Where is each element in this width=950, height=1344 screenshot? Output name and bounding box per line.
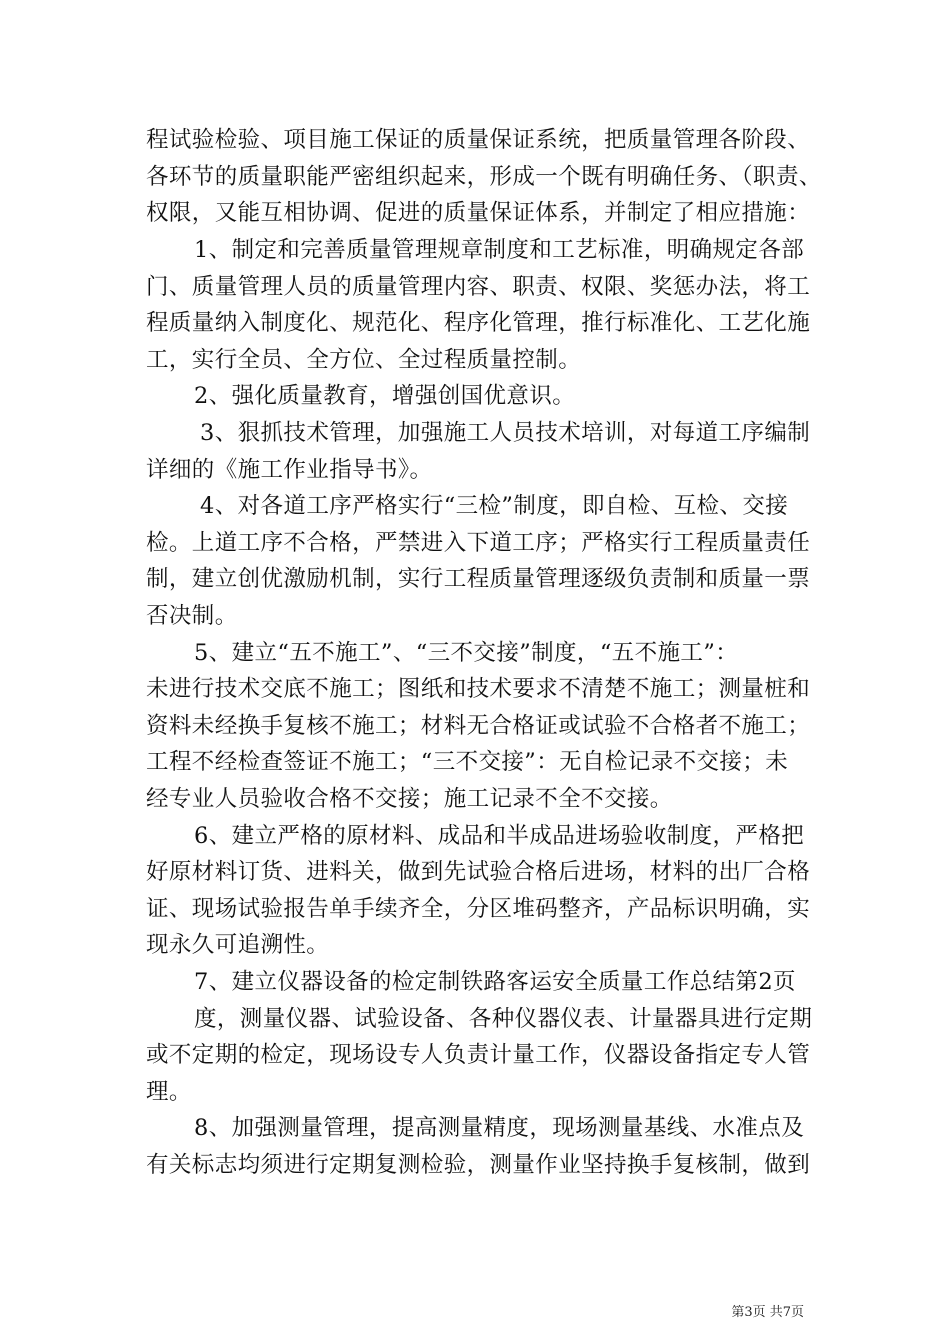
- text-line: 未进行技术交底不施工；图纸和技术要求不清楚不施工；测量桩和: [146, 676, 811, 702]
- text-line: 2、强化质量教育，增强创国优意识。: [194, 383, 576, 409]
- text-line: 检。上道工序不合格，严禁进入下道工序；严格实行工程质量责任: [146, 530, 811, 556]
- text-line: 8、加强测量管理，提高测量精度，现场测量基线、水准点及: [194, 1115, 805, 1141]
- text-line: 各环节的质量职能严密组织起来，形成一个既有明确任务、（职责、: [146, 164, 822, 190]
- text-line: 资料未经换手复核不施工；材料无合格证或试验不合格者不施工；: [146, 713, 811, 739]
- page-number: 第3页 共7页: [731, 1305, 804, 1320]
- text-line: 7、建立仪器设备的检定制铁路客运安全质量工作总结第2页: [194, 969, 796, 995]
- text-line: 6、建立严格的原材料、成品和半成品进场验收制度，严格把: [194, 823, 805, 849]
- text-line: 程试验检验、项目施工保证的质量保证系统，把质量管理各阶段、: [146, 127, 811, 153]
- text-line: 工程不经检查签证不施工；“三不交接”：无自检记录不交接；未: [146, 749, 789, 775]
- text-line: 详细的《施工作业指导书》。: [146, 457, 433, 483]
- text-line: 度，测量仪器、试验设备、各种仪器仪表、计量器具进行定期: [194, 1006, 813, 1032]
- text-line: 否决制。: [146, 603, 238, 629]
- text-line: 或不定期的检定，现场设专人负责计量工作，仪器设备指定专人管: [146, 1042, 811, 1068]
- text-line: 3、狠抓技术管理，加强施工人员技术培训，对每道工序编制: [200, 420, 811, 446]
- text-line: 工，实行全员、全方位、全过程质量控制。: [146, 347, 582, 373]
- text-line: 有关标志均须进行定期复测检验，测量作业坚持换手复核制，做到: [146, 1152, 811, 1178]
- text-line: 现永久可追溯性。: [146, 932, 330, 958]
- text-line: 理。: [146, 1079, 192, 1105]
- text-line: 程质量纳入制度化、规范化、程序化管理，推行标准化、工艺化施: [146, 310, 811, 336]
- text-line: 5、建立“五不施工”、“三不交接”制度，“五不施工”：: [194, 640, 739, 666]
- text-line: 权限，又能互相协调、促进的质量保证体系，并制定了相应措施：: [146, 200, 811, 226]
- text-line: 1、制定和完善质量管理规章制度和工艺标准，明确规定各部: [194, 237, 805, 263]
- text-line: 4、对各道工序严格实行“三检”制度，即自检、互检、交接: [200, 493, 789, 519]
- text-line: 证、现场试验报告单手续齐全，分区堆码整齐，产品标识明确，实: [146, 896, 811, 922]
- text-line: 经专业人员验收合格不交接；施工记录不全不交接。: [146, 786, 673, 812]
- text-line: 门、质量管理人员的质量管理内容、职责、权限、奖惩办法，将工: [146, 274, 811, 300]
- text-line: 制，建立创优激励机制，实行工程质量管理逐级负责制和质量一票: [146, 566, 811, 592]
- text-line: 好原材料订货、进料关，做到先试验合格后进场，材料的出厂合格: [146, 859, 811, 885]
